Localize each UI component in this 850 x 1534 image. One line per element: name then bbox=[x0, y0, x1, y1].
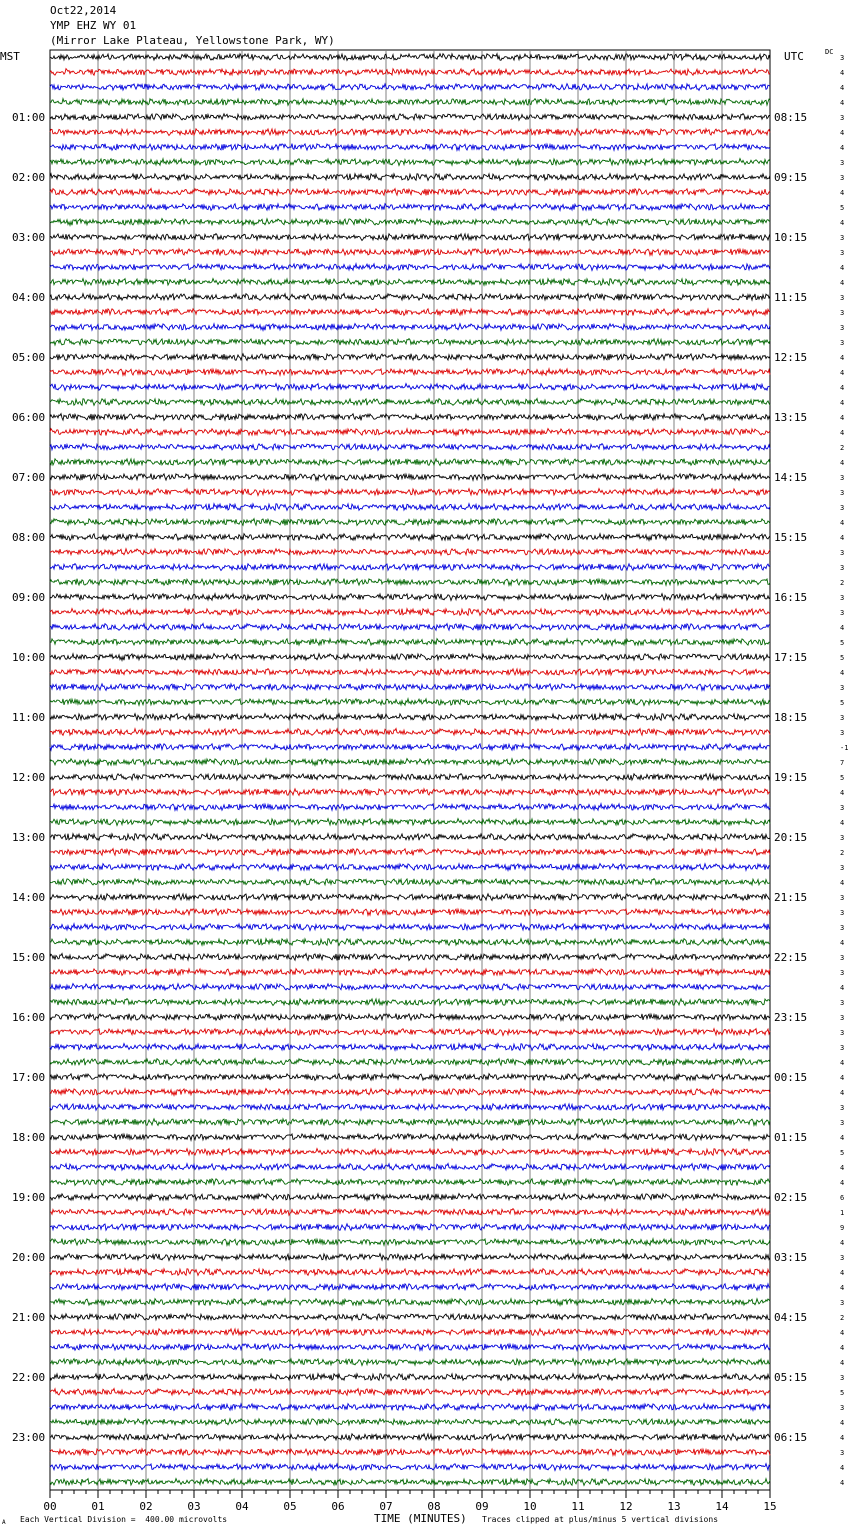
left-hour-label: 13:00 bbox=[12, 831, 46, 844]
trace-row bbox=[50, 144, 770, 151]
trace-row bbox=[50, 444, 770, 451]
trace-row bbox=[50, 999, 770, 1006]
trace-row bbox=[50, 489, 770, 496]
x-tick-label: 01 bbox=[91, 1500, 105, 1513]
trace-row bbox=[50, 969, 770, 976]
dc-offset-value: 3 bbox=[840, 999, 845, 1007]
trace-row bbox=[50, 159, 770, 166]
dc-offset-value: 3 bbox=[840, 804, 845, 812]
left-hour-label: 15:00 bbox=[12, 951, 46, 964]
dc-offset-value: 4 bbox=[840, 1269, 845, 1277]
trace-row bbox=[50, 114, 770, 121]
trace-row bbox=[50, 1164, 770, 1171]
trace-row bbox=[50, 1434, 770, 1441]
trace-row bbox=[50, 1284, 770, 1291]
trace-row bbox=[50, 69, 770, 76]
dc-offset-value: 4 bbox=[840, 939, 845, 947]
dc-offset-value: 4 bbox=[840, 669, 845, 677]
dc-offset-value: 4 bbox=[840, 1464, 845, 1472]
trace-row bbox=[50, 189, 770, 196]
left-hour-label: 05:00 bbox=[12, 351, 46, 364]
dc-offset-value: 3 bbox=[840, 54, 845, 62]
dc-offset-value: 3 bbox=[840, 549, 845, 557]
trace-row bbox=[50, 1074, 770, 1081]
dc-offset-value: 4 bbox=[840, 144, 845, 152]
dc-column-label: DC bbox=[825, 48, 834, 56]
trace-row bbox=[50, 279, 770, 286]
trace-row bbox=[50, 339, 770, 346]
dc-offset-value: 5 bbox=[840, 654, 845, 662]
trace-row bbox=[50, 1224, 770, 1231]
scale-note: Each Vertical Division = 400.00 microvolts bbox=[20, 1515, 228, 1524]
dc-offset-value: 9 bbox=[840, 1224, 845, 1232]
right-hour-label: 20:15 bbox=[774, 831, 808, 844]
trace-row bbox=[50, 939, 770, 946]
trace-row bbox=[50, 579, 770, 586]
trace-row bbox=[50, 1374, 770, 1381]
dc-offset-value: 4 bbox=[840, 399, 845, 407]
trace-row bbox=[50, 684, 770, 691]
dc-offset-value: 4 bbox=[840, 384, 845, 392]
trace-row bbox=[50, 1464, 770, 1471]
right-hour-label: 18:15 bbox=[774, 711, 808, 724]
trace-row bbox=[50, 1254, 770, 1261]
right-hour-label: 22:15 bbox=[774, 951, 808, 964]
trace-row bbox=[50, 1104, 770, 1111]
dc-offset-value: 4 bbox=[840, 1359, 845, 1367]
dc-offset-value: 3 bbox=[840, 864, 845, 872]
trace-row bbox=[50, 984, 770, 991]
dc-offset-value: 4 bbox=[840, 1419, 845, 1427]
right-hour-label: 00:15 bbox=[774, 1071, 808, 1084]
dc-offset-value: 4 bbox=[840, 69, 845, 77]
dc-offset-value: 4 bbox=[840, 1329, 845, 1337]
x-tick-label: 12 bbox=[619, 1500, 633, 1513]
trace-row bbox=[50, 1404, 770, 1411]
trace-row bbox=[50, 384, 770, 391]
trace-row bbox=[50, 879, 770, 886]
dc-offset-value: 4 bbox=[840, 189, 845, 197]
dc-offset-value: 3 bbox=[840, 684, 845, 692]
trace-row bbox=[50, 954, 770, 961]
dc-offset-value: 3 bbox=[840, 564, 845, 572]
dc-offset-value: 4 bbox=[840, 219, 845, 227]
dc-offset-value: 4 bbox=[840, 534, 845, 542]
right-hour-label: 04:15 bbox=[774, 1311, 808, 1324]
right-timezone-label: UTC bbox=[784, 50, 804, 63]
dc-offset-value: 3 bbox=[840, 489, 845, 497]
trace-row bbox=[50, 1089, 770, 1096]
dc-offset-value: 4 bbox=[840, 1134, 845, 1142]
trace-row bbox=[50, 519, 770, 526]
dc-offset-value: 3 bbox=[840, 1104, 845, 1112]
trace-row bbox=[50, 774, 770, 781]
dc-offset-value: 3 bbox=[840, 1044, 845, 1052]
left-timezone-label: MST bbox=[0, 50, 20, 63]
right-hour-label: 03:15 bbox=[774, 1251, 808, 1264]
dc-offset-value: 3 bbox=[840, 969, 845, 977]
dc-offset-value: 6 bbox=[840, 1194, 845, 1202]
plot-date: Oct22,2014 bbox=[50, 4, 117, 17]
right-hour-label: 12:15 bbox=[774, 351, 808, 364]
trace-row bbox=[50, 1029, 770, 1036]
dc-offset-value: 3 bbox=[840, 1374, 845, 1382]
dc-offset-value: 4 bbox=[840, 1074, 845, 1082]
dc-offset-value: 4 bbox=[840, 429, 845, 437]
dc-offset-value: 4 bbox=[840, 1344, 845, 1352]
dc-offset-value: 3 bbox=[840, 1014, 845, 1022]
trace-row bbox=[50, 744, 770, 751]
dc-offset-value: 4 bbox=[840, 879, 845, 887]
trace-row bbox=[50, 1314, 770, 1321]
trace-row bbox=[50, 789, 770, 796]
trace-row bbox=[50, 534, 770, 541]
dc-offset-value: 4 bbox=[840, 1239, 845, 1247]
right-hour-label: 06:15 bbox=[774, 1431, 808, 1444]
x-tick-label: 09 bbox=[475, 1500, 489, 1513]
x-tick-label: 11 bbox=[571, 1500, 585, 1513]
x-tick-label: 13 bbox=[667, 1500, 681, 1513]
dc-offset-value: 7 bbox=[840, 759, 845, 767]
trace-row bbox=[50, 174, 770, 181]
trace-row bbox=[50, 204, 770, 211]
station-location: (Mirror Lake Plateau, Yellowstone Park, WY) bbox=[50, 34, 335, 47]
right-hour-label: 05:15 bbox=[774, 1371, 808, 1384]
x-tick-label: 05 bbox=[283, 1500, 297, 1513]
trace-row bbox=[50, 594, 770, 601]
dc-offset-value: 5 bbox=[840, 1389, 845, 1397]
dc-offset-value: 2 bbox=[840, 1314, 845, 1322]
dc-offset-value: 2 bbox=[840, 444, 845, 452]
dc-offset-value: 3 bbox=[840, 594, 845, 602]
trace-row bbox=[50, 264, 770, 271]
x-axis-label: TIME (MINUTES) bbox=[374, 1512, 467, 1525]
trace-row bbox=[50, 309, 770, 316]
left-hour-label: 19:00 bbox=[12, 1191, 46, 1204]
left-hour-label: 12:00 bbox=[12, 771, 46, 784]
trace-row bbox=[50, 1149, 770, 1156]
trace-row bbox=[50, 609, 770, 616]
dc-offset-value: 3 bbox=[840, 294, 845, 302]
right-hour-label: 11:15 bbox=[774, 291, 808, 304]
x-tick-label: 08 bbox=[427, 1500, 441, 1513]
dc-offset-value: 3 bbox=[840, 1449, 845, 1457]
right-hour-label: 16:15 bbox=[774, 591, 808, 604]
dc-offset-value: 4 bbox=[840, 84, 845, 92]
trace-row bbox=[50, 729, 770, 736]
trace-row bbox=[50, 1449, 770, 1456]
left-hour-label: 07:00 bbox=[12, 471, 46, 484]
trace-row bbox=[50, 249, 770, 256]
trace-row bbox=[50, 429, 770, 436]
dc-offset-value: 4 bbox=[840, 129, 845, 137]
right-hour-label: 19:15 bbox=[774, 771, 808, 784]
right-hour-label: 21:15 bbox=[774, 891, 808, 904]
trace-row bbox=[50, 849, 770, 856]
trace-row bbox=[50, 474, 770, 481]
left-hour-label: 17:00 bbox=[12, 1071, 46, 1084]
left-hour-label: 18:00 bbox=[12, 1131, 46, 1144]
dc-offset-value: 3 bbox=[840, 249, 845, 257]
trace-row bbox=[50, 1014, 770, 1021]
trace-row bbox=[50, 1209, 770, 1216]
trace-row bbox=[50, 1329, 770, 1336]
left-hour-label: 14:00 bbox=[12, 891, 46, 904]
dc-offset-value: 3 bbox=[840, 834, 845, 842]
left-hour-label: 03:00 bbox=[12, 231, 46, 244]
dc-offset-value: 4 bbox=[840, 99, 845, 107]
x-tick-label: 10 bbox=[523, 1500, 537, 1513]
trace-row bbox=[50, 624, 770, 631]
dc-offset-value: 4 bbox=[840, 1434, 845, 1442]
x-tick-label: 14 bbox=[715, 1500, 729, 1513]
right-hour-label: 01:15 bbox=[774, 1131, 808, 1144]
right-hour-label: 23:15 bbox=[774, 1011, 808, 1024]
trace-row bbox=[50, 1194, 770, 1201]
dc-offset-value: 3 bbox=[840, 234, 845, 242]
trace-row bbox=[50, 864, 770, 871]
trace-row bbox=[50, 1269, 770, 1276]
right-hour-label: 10:15 bbox=[774, 231, 808, 244]
dc-offset-value: 4 bbox=[840, 264, 845, 272]
dc-offset-value: 3 bbox=[840, 159, 845, 167]
trace-row bbox=[50, 1044, 770, 1051]
left-hour-label: 22:00 bbox=[12, 1371, 46, 1384]
left-hour-label: 21:00 bbox=[12, 1311, 46, 1324]
left-hour-label: 06:00 bbox=[12, 411, 46, 424]
x-tick-label: 03 bbox=[187, 1500, 201, 1513]
trace-row bbox=[50, 1359, 770, 1366]
trace-row bbox=[50, 84, 770, 91]
dc-offset-value: -1 bbox=[840, 744, 849, 752]
dc-offset-value: 4 bbox=[840, 789, 845, 797]
trace-row bbox=[50, 1344, 770, 1351]
trace-row bbox=[50, 294, 770, 301]
dc-offset-value: 1 bbox=[840, 1209, 845, 1217]
dc-offset-value: 3 bbox=[840, 729, 845, 737]
dc-offset-value: 3 bbox=[840, 474, 845, 482]
right-hour-label: 08:15 bbox=[774, 111, 808, 124]
dc-offset-value: 3 bbox=[840, 924, 845, 932]
dc-offset-value: 3 bbox=[840, 714, 845, 722]
dc-offset-value: 4 bbox=[840, 819, 845, 827]
trace-row bbox=[50, 1389, 770, 1396]
trace-row bbox=[50, 759, 770, 766]
trace-row bbox=[50, 219, 770, 226]
dc-offset-value: 3 bbox=[840, 894, 845, 902]
trace-row bbox=[50, 699, 770, 706]
dc-offset-value: 4 bbox=[840, 1059, 845, 1067]
trace-row bbox=[50, 99, 770, 106]
trace-row bbox=[50, 549, 770, 555]
dc-offset-value: 3 bbox=[840, 504, 845, 512]
dc-offset-value: 4 bbox=[840, 984, 845, 992]
right-hour-label: 13:15 bbox=[774, 411, 808, 424]
trace-row bbox=[50, 459, 770, 466]
dc-offset-value: 3 bbox=[840, 324, 845, 332]
dc-offset-value: 4 bbox=[840, 1284, 845, 1292]
dc-offset-value: 4 bbox=[840, 369, 845, 377]
dc-offset-value: 5 bbox=[840, 774, 845, 782]
trace-row bbox=[50, 54, 770, 61]
right-hour-label: 09:15 bbox=[774, 171, 808, 184]
trace-row bbox=[50, 324, 770, 331]
trace-row bbox=[50, 819, 770, 826]
trace-row bbox=[50, 804, 770, 811]
x-tick-label: 06 bbox=[331, 1500, 345, 1513]
right-hour-label: 14:15 bbox=[774, 471, 808, 484]
left-hour-label: 10:00 bbox=[12, 651, 46, 664]
dc-offset-value: 4 bbox=[840, 1089, 845, 1097]
trace-row bbox=[50, 1419, 770, 1426]
right-hour-label: 15:15 bbox=[774, 531, 808, 544]
left-hour-label: 02:00 bbox=[12, 171, 46, 184]
dc-offset-value: 4 bbox=[840, 1479, 845, 1487]
dc-offset-value: 3 bbox=[840, 1254, 845, 1262]
dc-offset-value: 3 bbox=[840, 309, 845, 317]
trace-row bbox=[50, 669, 770, 676]
left-hour-label: 11:00 bbox=[12, 711, 46, 724]
trace-row bbox=[50, 564, 770, 571]
dc-offset-value: 4 bbox=[840, 354, 845, 362]
trace-row bbox=[50, 1134, 770, 1141]
trace-row bbox=[50, 654, 770, 661]
trace-row bbox=[50, 1239, 770, 1246]
dc-offset-value: 3 bbox=[840, 1299, 845, 1307]
dc-offset-value: 4 bbox=[840, 279, 845, 287]
trace-row bbox=[50, 1299, 770, 1306]
left-hour-label: 20:00 bbox=[12, 1251, 46, 1264]
trace-row bbox=[50, 1059, 770, 1066]
x-tick-label: 04 bbox=[235, 1500, 249, 1513]
x-tick-label: 02 bbox=[139, 1500, 153, 1513]
trace-row bbox=[50, 234, 770, 241]
dc-offset-value: 5 bbox=[840, 639, 845, 647]
x-tick-label: 07 bbox=[379, 1500, 393, 1513]
right-hour-label: 17:15 bbox=[774, 651, 808, 664]
dc-offset-value: 4 bbox=[840, 414, 845, 422]
dc-offset-value: 4 bbox=[840, 624, 845, 632]
dc-offset-value: 3 bbox=[840, 1119, 845, 1127]
dc-offset-value: 3 bbox=[840, 114, 845, 122]
station-code: YMP EHZ WY 01 bbox=[50, 19, 137, 32]
x-tick-label: 15 bbox=[763, 1500, 777, 1513]
trace-row bbox=[50, 399, 770, 406]
left-hour-label: 08:00 bbox=[12, 531, 46, 544]
dc-offset-value: 4 bbox=[840, 1164, 845, 1172]
dc-offset-value: 4 bbox=[840, 459, 845, 467]
dc-offset-value: 5 bbox=[840, 699, 845, 707]
trace-row bbox=[50, 1179, 770, 1186]
dc-offset-value: 3 bbox=[840, 609, 845, 617]
dc-offset-value: 5 bbox=[840, 1149, 845, 1157]
trace-row bbox=[50, 714, 770, 721]
left-hour-label: 23:00 bbox=[12, 1431, 46, 1444]
trace-row bbox=[50, 909, 770, 916]
dc-offset-value: 3 bbox=[840, 1029, 845, 1037]
right-hour-label: 02:15 bbox=[774, 1191, 808, 1204]
trace-row bbox=[50, 1479, 770, 1486]
dc-offset-value: 2 bbox=[840, 849, 845, 857]
trace-row bbox=[50, 1119, 770, 1126]
trace-row bbox=[50, 924, 770, 931]
left-hour-label: 04:00 bbox=[12, 291, 46, 304]
trace-row bbox=[50, 414, 770, 421]
left-hour-label: 01:00 bbox=[12, 111, 46, 124]
trace-row bbox=[50, 834, 770, 841]
dc-offset-value: 2 bbox=[840, 579, 845, 587]
dc-offset-value: 3 bbox=[840, 909, 845, 917]
left-hour-label: 16:00 bbox=[12, 1011, 46, 1024]
dc-offset-value: 3 bbox=[840, 174, 845, 182]
trace-row bbox=[50, 504, 770, 511]
dc-offset-value: 4 bbox=[840, 519, 845, 527]
clip-note: Traces clipped at plus/minus 5 vertical divisions bbox=[482, 1515, 719, 1524]
footer-left-mark: A bbox=[2, 1519, 6, 1526]
x-tick-label: 00 bbox=[43, 1500, 57, 1513]
dc-offset-value: 3 bbox=[840, 954, 845, 962]
dc-offset-value: 3 bbox=[840, 339, 845, 347]
trace-row bbox=[50, 354, 770, 361]
dc-offset-value: 5 bbox=[840, 204, 845, 212]
trace-row bbox=[50, 129, 770, 136]
trace-row bbox=[50, 894, 770, 901]
dc-offset-value: 4 bbox=[840, 1179, 845, 1187]
left-hour-label: 09:00 bbox=[12, 591, 46, 604]
trace-row bbox=[50, 369, 770, 376]
trace-row bbox=[50, 639, 770, 646]
dc-offset-value: 3 bbox=[840, 1404, 845, 1412]
